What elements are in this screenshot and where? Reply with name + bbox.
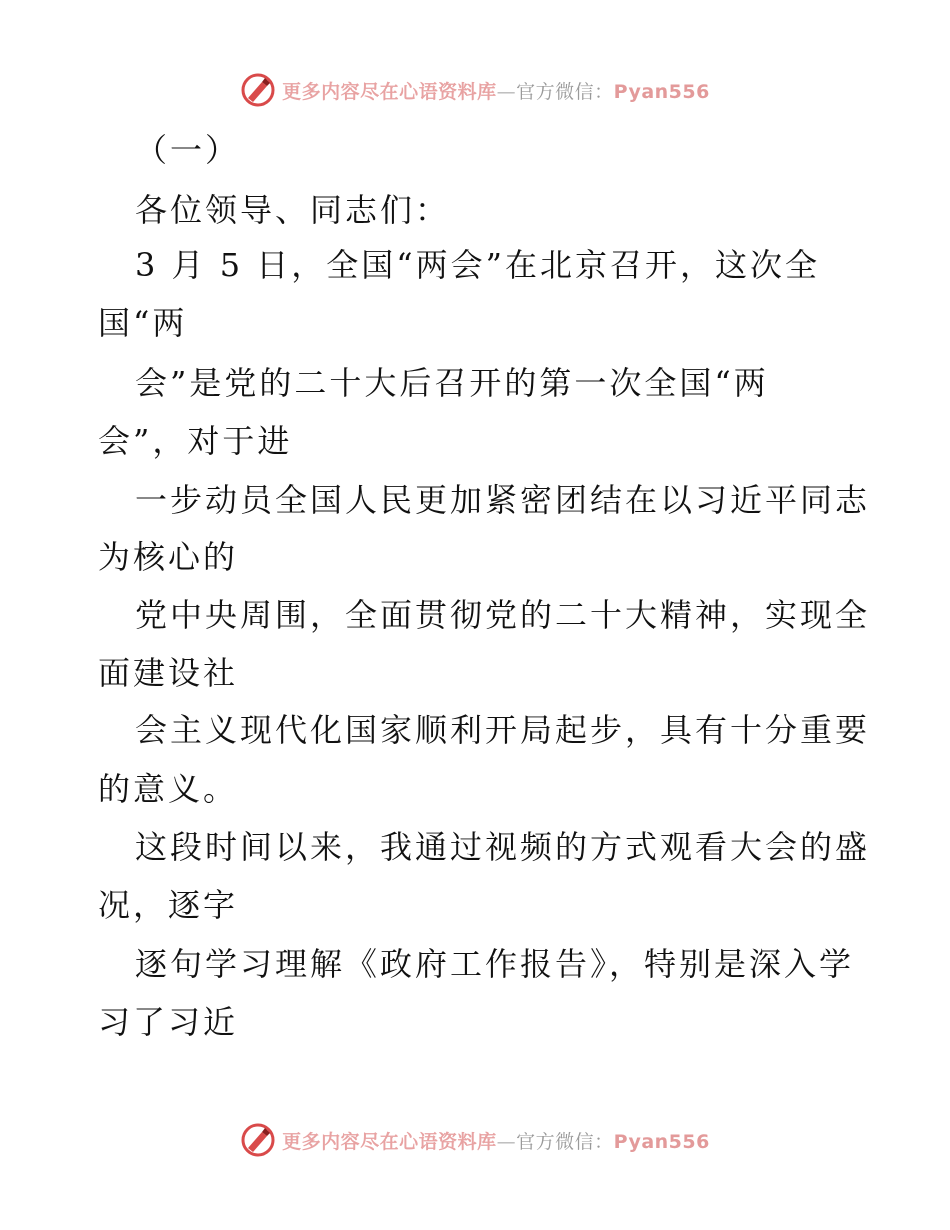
paragraph-line: 为核心的 (98, 538, 239, 576)
paragraph-line: 逐句学习理解《政府工作报告》，特别是深入学 (135, 945, 855, 983)
paragraph-line: 这段时间以来，我通过视频的方式观看大会的盛 (135, 828, 871, 866)
paragraph-line: 会”是党的二十大后召开的第一次全国“两 (135, 364, 769, 402)
watermark-id: Pyan556 (613, 80, 710, 103)
watermark-text (282, 1127, 710, 1154)
paragraph-line: 3 月 5 日，全国“两会”在北京召开，这次全 (135, 246, 820, 284)
paragraph-line: 况，逐字 (98, 886, 239, 924)
watermark-main: 更多内容尽在心语资料库 (282, 1130, 497, 1153)
header-watermark (0, 70, 950, 110)
watermark-dash: — (496, 1130, 517, 1153)
paragraph-line: 会主义现代化国家顺利开局起步，具有十分重要 (135, 711, 871, 749)
pen-logo-icon (240, 72, 276, 108)
watermark-text (282, 77, 710, 104)
paragraph-line: 国“两 (98, 304, 188, 342)
pen-logo-icon (240, 1122, 276, 1158)
watermark-label: 官方微信： (516, 1130, 614, 1153)
paragraph-line: 会”，对于进 (98, 422, 293, 460)
paragraph-line: 的意义。 (98, 770, 239, 808)
watermark-id: Pyan556 (613, 1130, 710, 1153)
paragraph-line: 习了习近 (98, 1003, 239, 1041)
salutation: 各位领导、同志们： (135, 191, 451, 229)
section-number: （一） (135, 131, 241, 169)
watermark-main: 更多内容尽在心语资料库 (282, 80, 497, 103)
watermark-dash: — (496, 80, 517, 103)
paragraph-line: 一步动员全国人民更加紧密团结在以习近平同志 (135, 481, 871, 519)
paragraph-line: 面建设社 (98, 654, 239, 692)
paragraph-line: 党中央周围，全面贯彻党的二十大精神，实现全 (135, 596, 871, 634)
footer-watermark (0, 1120, 950, 1160)
watermark-label: 官方微信： (516, 80, 614, 103)
